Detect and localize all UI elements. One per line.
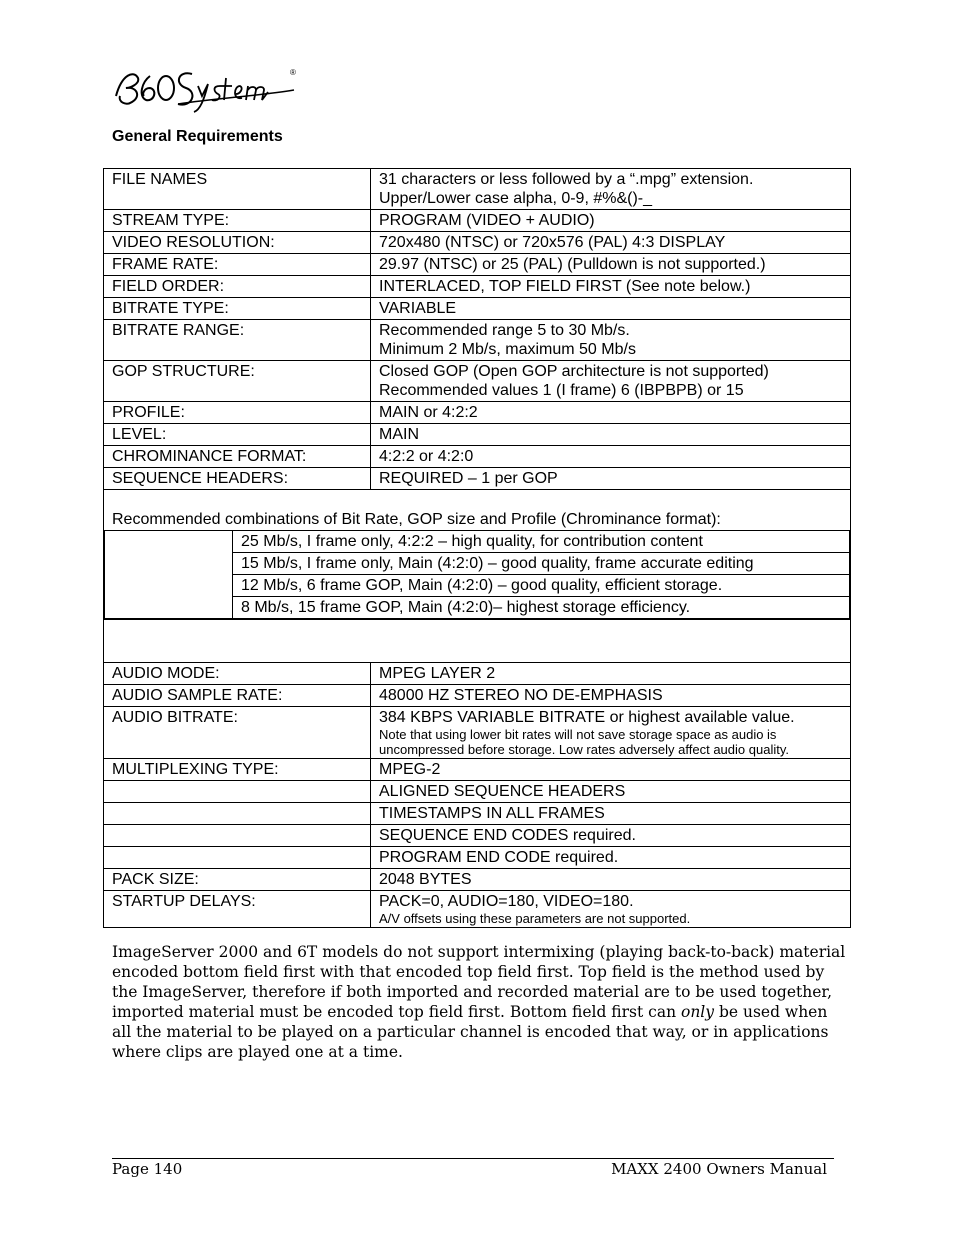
audio-bitrate-value: 384 KBPS VARIABLE BITRATE or highest available value. xyxy=(379,709,795,726)
table-row xyxy=(104,759,851,781)
row-key: GOP STRUCTURE: xyxy=(104,361,371,402)
note-emphasis: only xyxy=(680,1003,715,1021)
audio-bitrate-note: Note that using lower bit rates will not save storage space as audio is uncompressed before storage. Low rates adversely affect audio quality. xyxy=(379,727,789,757)
manual-title: MAXX 2400 Owners Manual xyxy=(611,1160,827,1178)
row-key xyxy=(104,803,371,825)
registered-mark: ® xyxy=(290,68,296,77)
row-key: PACK SIZE: xyxy=(104,869,371,891)
spacer-row xyxy=(104,620,851,663)
combo-text: 15 Mb/s, I frame only, Main (4:2:0) – good quality, frame accurate editing xyxy=(233,553,850,575)
row-key xyxy=(104,781,371,803)
row-value xyxy=(371,402,851,424)
startup-value: PACK=0, AUDIO=180, VIDEO=180. xyxy=(379,893,634,910)
row-key: FIELD ORDER: xyxy=(104,276,371,298)
section-heading: General Requirements xyxy=(112,128,283,145)
table-row xyxy=(104,254,851,276)
combo-item xyxy=(105,531,850,553)
table-row xyxy=(104,707,851,759)
table-row xyxy=(104,446,851,468)
combo-text: 12 Mb/s, 6 frame GOP, Main (4:2:0) – good quality, efficient storage. xyxy=(233,575,850,597)
row-value xyxy=(371,254,851,276)
value-line: REQUIRED – 1 per GOP xyxy=(379,470,558,487)
row-key: AUDIO BITRATE: xyxy=(104,707,371,759)
row-key: STARTUP DELAYS: xyxy=(104,891,371,928)
row-value xyxy=(371,446,851,468)
footer-rule xyxy=(112,1158,834,1159)
row-key: LEVEL: xyxy=(104,424,371,446)
row-value xyxy=(371,468,851,490)
row-value: TIMESTAMPS IN ALL FRAMES xyxy=(371,803,851,825)
table-row xyxy=(104,891,851,928)
value-line: Recommended values 1 (I frame) 6 (IBPBPB) or 15 xyxy=(379,382,744,399)
field-order-note xyxy=(112,942,847,1062)
table-row xyxy=(104,663,851,685)
table-row xyxy=(104,320,851,361)
combo-text: 8 Mb/s, 15 frame GOP, Main (4:2:0)– highest storage efficiency. xyxy=(233,597,850,619)
row-value xyxy=(371,891,851,928)
row-key: STREAM TYPE: xyxy=(104,210,371,232)
table-row xyxy=(104,825,851,847)
row-key: SEQUENCE HEADERS: xyxy=(104,468,371,490)
row-key xyxy=(104,825,371,847)
value-line: 4:2:2 or 4:2:0 xyxy=(379,448,474,465)
row-value: MPEG-2 xyxy=(371,759,851,781)
row-value: ALIGNED SEQUENCE HEADERS xyxy=(371,781,851,803)
table-row xyxy=(104,424,851,446)
row-value: SEQUENCE END CODES required. xyxy=(371,825,851,847)
row-key: VIDEO RESOLUTION: xyxy=(104,232,371,254)
row-key: FRAME RATE: xyxy=(104,254,371,276)
row-key: AUDIO MODE: xyxy=(104,663,371,685)
startup-note: A/V offsets using these parameters are not supported. xyxy=(379,911,691,926)
table-row xyxy=(104,402,851,424)
row-key: FILE NAMES xyxy=(104,169,371,210)
row-key: AUDIO SAMPLE RATE: xyxy=(104,685,371,707)
row-value xyxy=(371,298,851,320)
row-key xyxy=(104,847,371,869)
value-line: MAIN or 4:2:2 xyxy=(379,404,478,421)
row-key: BITRATE TYPE: xyxy=(104,298,371,320)
row-value: MPEG LAYER 2 xyxy=(371,663,851,685)
row-value xyxy=(371,232,851,254)
row-value xyxy=(371,361,851,402)
combo-row xyxy=(104,531,851,620)
value-line: PROGRAM (VIDEO + AUDIO) xyxy=(379,212,595,229)
value-line: 29.97 (NTSC) or 25 (PAL) (Pulldown is not supported.) xyxy=(379,256,766,273)
value-line: VARIABLE xyxy=(379,300,457,317)
row-value xyxy=(371,276,851,298)
value-line: Minimum 2 Mb/s, maximum 50 Mb/s xyxy=(379,341,636,358)
requirements-table xyxy=(103,168,851,928)
row-value xyxy=(371,169,851,210)
row-value: PROGRAM END CODE required. xyxy=(371,847,851,869)
table-row xyxy=(104,685,851,707)
note-text-after: be used when all the material to be played on a particular channel is encoded that way, or in applications where clips are played one at a time. xyxy=(112,1003,829,1061)
combo-blank-cell xyxy=(105,531,233,619)
table-row xyxy=(104,169,851,210)
table-row xyxy=(104,847,851,869)
table-row xyxy=(104,803,851,825)
row-value xyxy=(371,210,851,232)
value-line: Closed GOP (Open GOP architecture is not supported) xyxy=(379,363,769,380)
table-row xyxy=(104,210,851,232)
combo-text: 25 Mb/s, I frame only, 4:2:2 – high quality, for contribution content xyxy=(233,531,850,553)
row-key: MULTIPLEXING TYPE: xyxy=(104,759,371,781)
row-key: CHROMINANCE FORMAT: xyxy=(104,446,371,468)
table-row xyxy=(104,276,851,298)
value-line: Recommended range 5 to 30 Mb/s. xyxy=(379,322,630,339)
row-value xyxy=(371,320,851,361)
table-row xyxy=(104,781,851,803)
table-row xyxy=(104,361,851,402)
combinations-table xyxy=(104,531,850,619)
row-value xyxy=(371,707,851,759)
company-logo xyxy=(108,56,308,116)
value-line: MAIN xyxy=(379,426,419,443)
table-row xyxy=(104,869,851,891)
page-number: Page 140 xyxy=(112,1160,183,1178)
table-row xyxy=(104,468,851,490)
combo-caption: Recommended combinations of Bit Rate, GOP size and Profile (Chrominance format): xyxy=(104,490,851,531)
value-line: Upper/Lower case alpha, 0-9, #%&()-_ xyxy=(379,190,653,207)
row-value: 48000 HZ STEREO NO DE-EMPHASIS xyxy=(371,685,851,707)
row-value: 2048 BYTES xyxy=(371,869,851,891)
row-value xyxy=(371,424,851,446)
table-row xyxy=(104,232,851,254)
combo-caption-row xyxy=(104,490,851,531)
value-line: 31 characters or less followed by a “.mpg” extension. xyxy=(379,171,754,188)
value-line: INTERLACED, TOP FIELD FIRST (See note below.) xyxy=(379,278,751,295)
table-row xyxy=(104,298,851,320)
row-key: PROFILE: xyxy=(104,402,371,424)
row-key: BITRATE RANGE: xyxy=(104,320,371,361)
value-line: 720x480 (NTSC) or 720x576 (PAL) 4:3 DISPLAY xyxy=(379,234,726,251)
note-text-before: ImageServer 2000 and 6T models do not support intermixing (playing back-to-back) material encoded bottom field first with that encoded top field first. Top field is the method used by the ImageServer, therefore if both imported and recorded material are to be used together, imported material must be encoded top field first. Bottom field first can xyxy=(112,943,846,1021)
